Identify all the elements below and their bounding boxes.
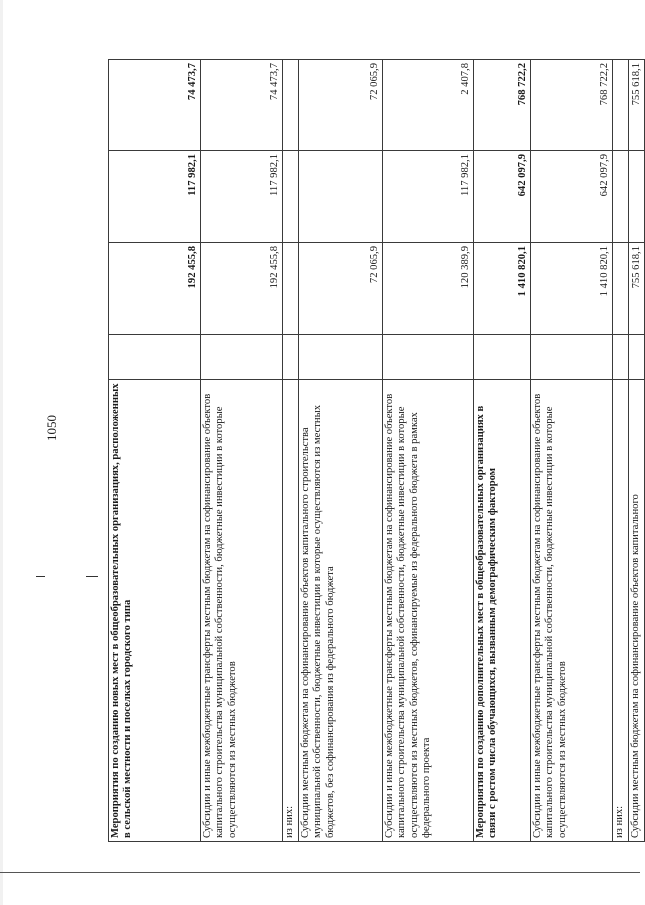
value-cell: 755 618,1 — [629, 60, 645, 151]
scan-edge — [0, 0, 3, 905]
table-row — [299, 60, 383, 842]
table-row — [201, 60, 283, 842]
value-cell: 755 618,1 — [629, 243, 645, 335]
value-cell: 72 065,9 — [299, 60, 383, 151]
empty-cell — [531, 335, 613, 380]
empty-cell — [383, 335, 474, 380]
empty-cell — [201, 335, 283, 380]
table-row — [531, 60, 613, 842]
value-cell — [629, 151, 645, 243]
value-cell — [283, 151, 299, 243]
table-row — [613, 60, 629, 842]
margin-mark — [36, 576, 45, 577]
empty-cell — [283, 335, 299, 380]
value-cell: 120 389,9 — [383, 243, 474, 335]
value-cell: 117 982,1 — [383, 151, 474, 243]
table-row — [629, 60, 645, 842]
rotated-table-container — [108, 60, 642, 842]
page-number: 1050 — [44, 415, 59, 441]
row-description: Субсидии и иные межбюджетные трансферты местным бюджетам на софинансирование объектов капитального строительства муниципальной собственности, бюджетные инвестиции в которые осуществляются из местных бюджетов — [531, 380, 613, 842]
value-cell: 642 097,9 — [474, 151, 531, 243]
value-cell: 1 410 820,1 — [531, 243, 613, 335]
table-row — [283, 60, 299, 842]
row-description: Мероприятия по созданию новых мест в общеобразовательных организациях, расположенных в сельской местности и поселках городского типа — [109, 380, 201, 842]
page-bottom-rule — [0, 872, 640, 873]
value-cell: 768 722,2 — [531, 60, 613, 151]
margin-mark — [86, 576, 98, 577]
value-cell — [613, 60, 629, 151]
value-cell: 1 410 820,1 — [474, 243, 531, 335]
row-description: Субсидии и иные межбюджетные трансферты местным бюджетам на софинансирование объектов капитального строительства муниципальной собственности, бюджетные инвестиции в которые осуществляются из местных бюджетов, софинансируемые из федерального бюджета в рамках федерального проекта — [383, 380, 474, 842]
value-cell — [283, 243, 299, 335]
table-row — [474, 60, 531, 842]
value-cell — [283, 60, 299, 151]
empty-cell — [109, 335, 201, 380]
row-description: Субсидии местным бюджетам на софинансирование объектов капитального строительства муниципальной собственности, бюджетные инвестиции в которые осуществляются из местных бюджетов, без софинансирования из федерального бюджета — [299, 380, 383, 842]
value-cell — [299, 151, 383, 243]
budget-table — [108, 59, 645, 842]
table-row — [383, 60, 474, 842]
value-cell: 192 455,8 — [109, 243, 201, 335]
empty-cell — [299, 335, 383, 380]
row-description: из них: — [283, 380, 299, 842]
table-row — [109, 60, 201, 842]
value-cell: 117 982,1 — [109, 151, 201, 243]
value-cell: 2 407,8 — [383, 60, 474, 151]
empty-cell — [613, 335, 629, 380]
value-cell — [613, 243, 629, 335]
value-cell: 192 455,8 — [201, 243, 283, 335]
row-description: из них: — [613, 380, 629, 842]
empty-cell — [629, 335, 645, 380]
value-cell: 72 065,9 — [299, 243, 383, 335]
row-description: Мероприятия по созданию дополнительных мест в общеобразовательных организациях в связи с ростом числа обучающихся, вызванным демографическим фактором — [474, 380, 531, 842]
value-cell: 117 982,1 — [201, 151, 283, 243]
value-cell: 74 473,7 — [109, 60, 201, 151]
value-cell: 768 722,2 — [474, 60, 531, 151]
row-description: Субсидии и иные межбюджетные трансферты местным бюджетам на софинансирование объектов капитального строительства муниципальной собственности, бюджетные инвестиции в которые осуществляются из местных бюджетов — [201, 380, 283, 842]
value-cell: 642 097,9 — [531, 151, 613, 243]
row-description: Субсидии местным бюджетам на софинансирование объектов капитального — [629, 380, 645, 842]
value-cell: 74 473,7 — [201, 60, 283, 151]
value-cell — [613, 151, 629, 243]
empty-cell — [474, 335, 531, 380]
